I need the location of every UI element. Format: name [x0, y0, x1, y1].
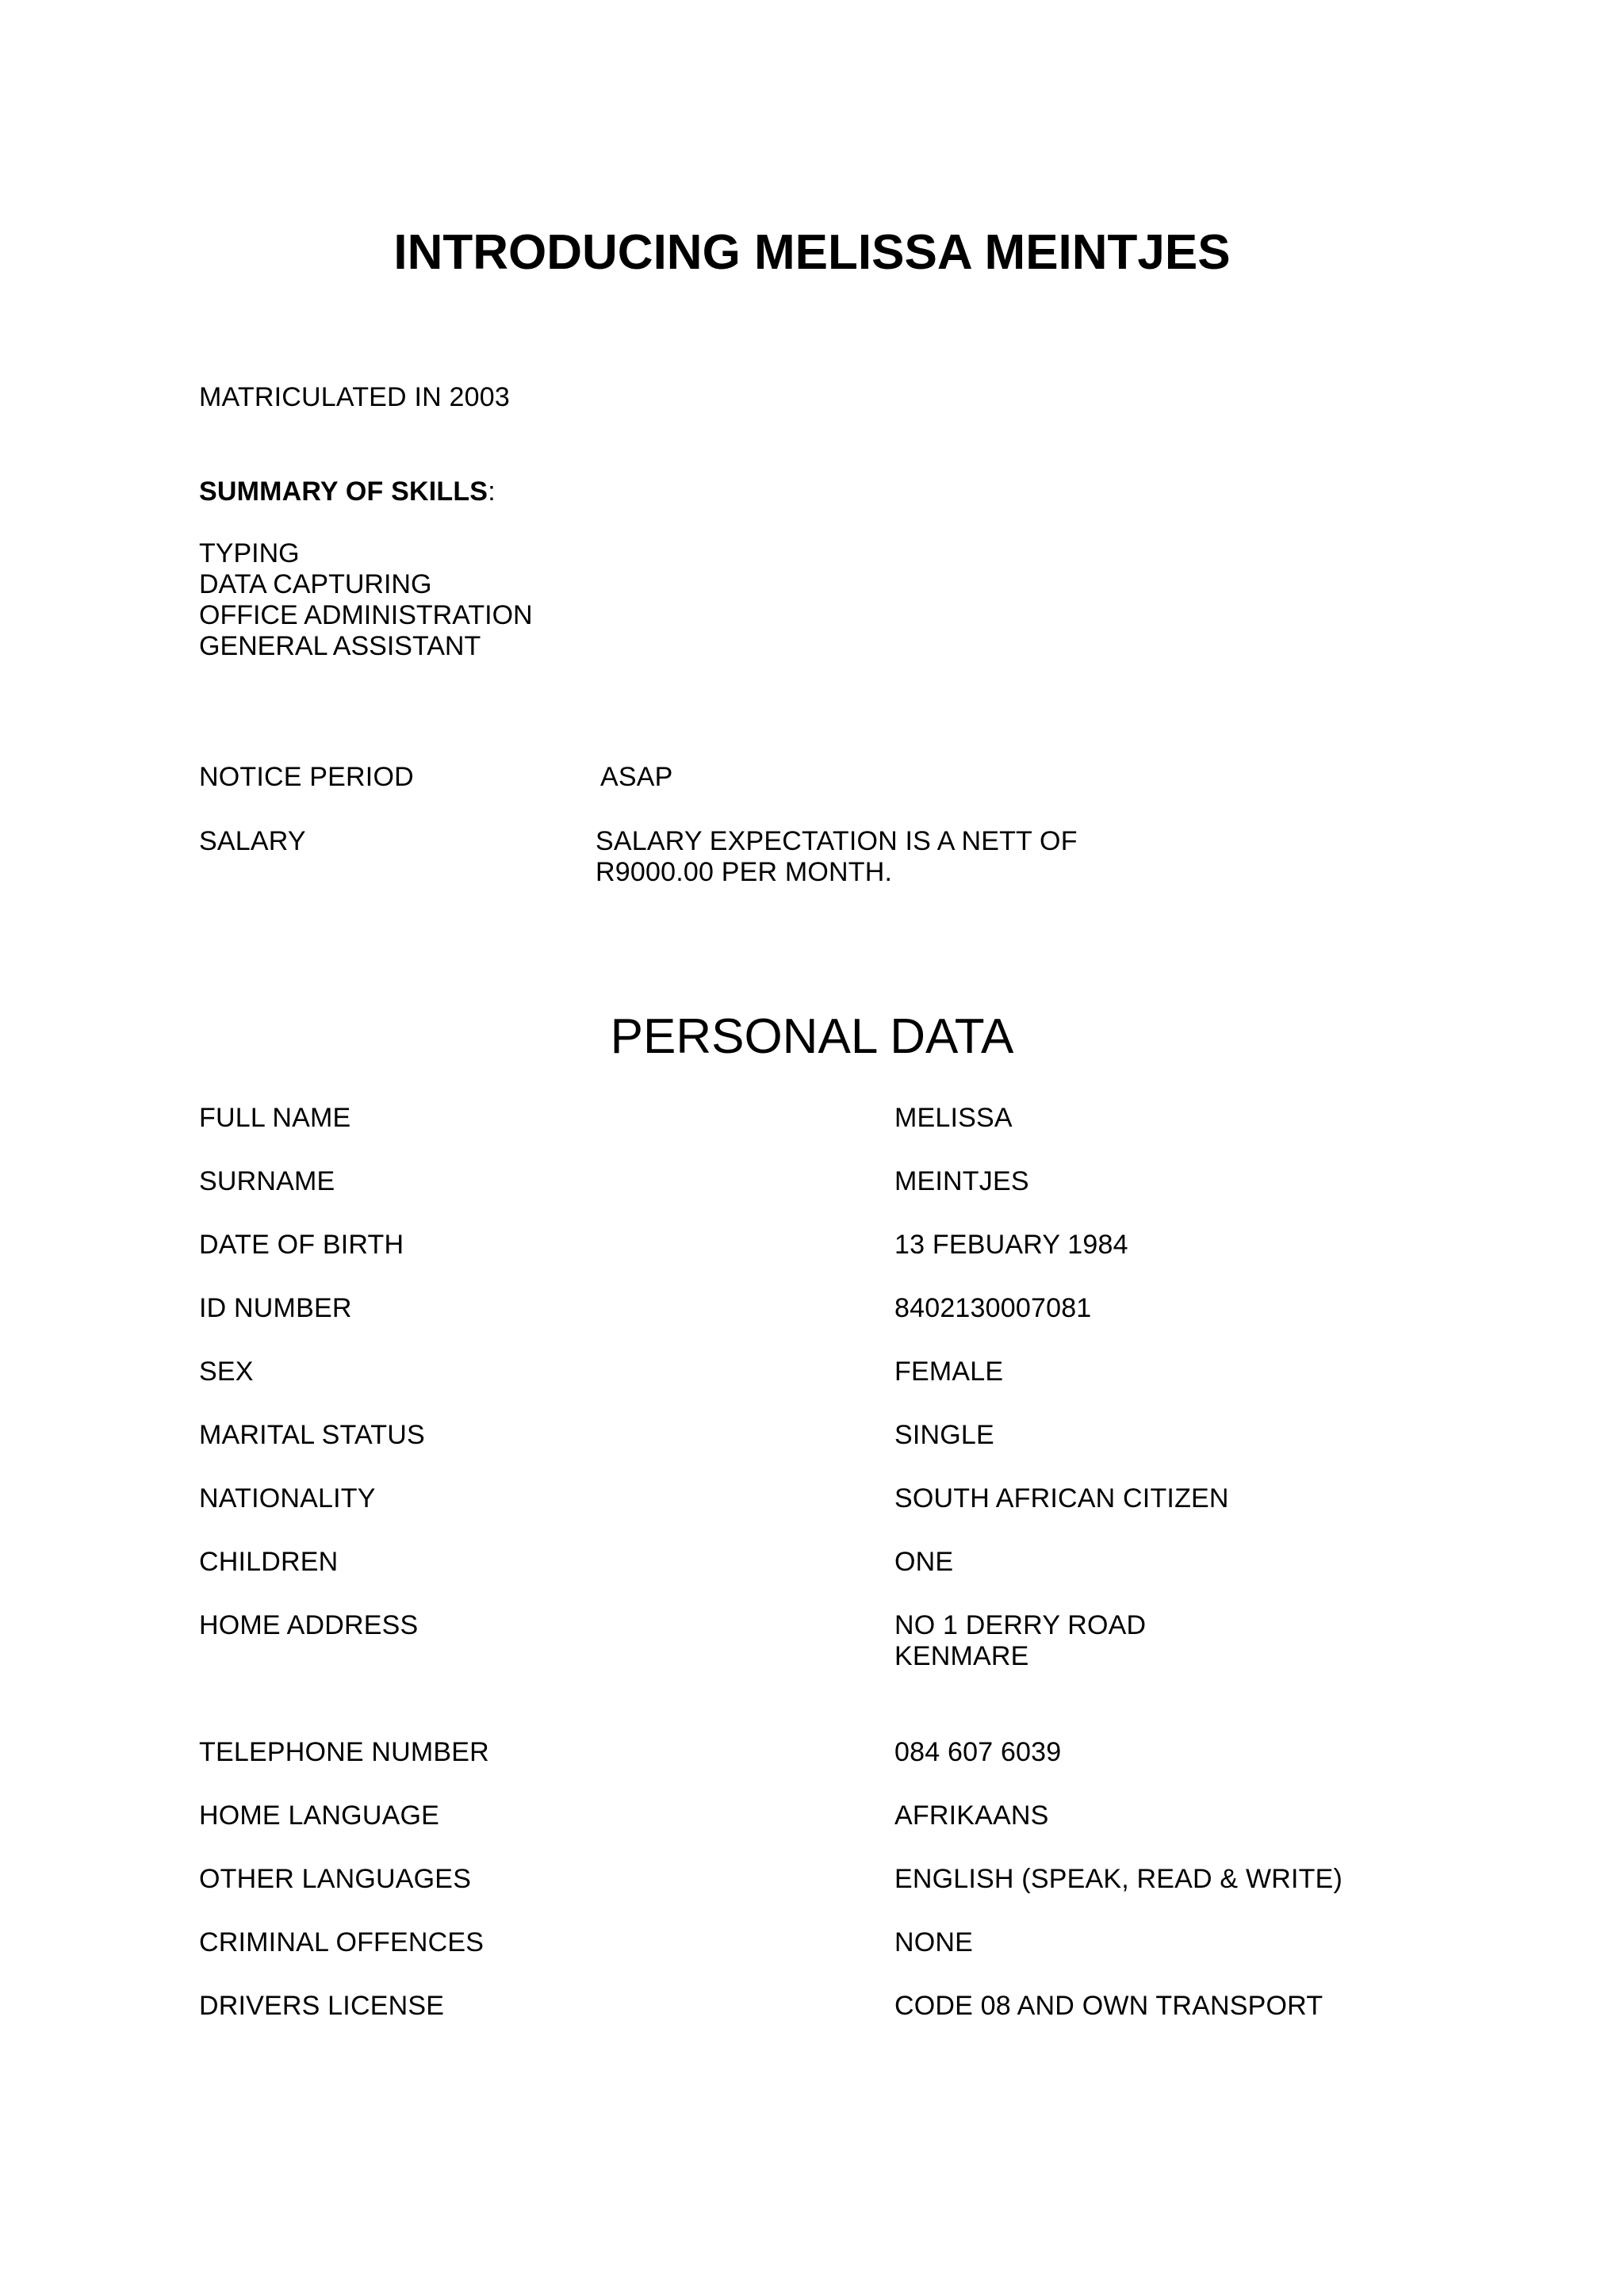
- row-label-telephone-number: TELEPHONE NUMBER: [199, 1737, 489, 1767]
- row-label-children: CHILDREN: [199, 1547, 339, 1577]
- row-value-full-name: MELISSA: [894, 1103, 1013, 1133]
- row-value-telephone-number: 084 607 6039: [894, 1737, 1062, 1767]
- skill-item: GENERAL ASSISTANT: [199, 631, 481, 661]
- row-label-nationality: NATIONALITY: [199, 1483, 376, 1513]
- row-value-criminal-offences: NONE: [894, 1927, 974, 1957]
- row-value-children: ONE: [894, 1547, 954, 1577]
- salary-value-line2: R9000.00 PER MONTH.: [596, 857, 893, 887]
- salary-label: SALARY: [199, 826, 306, 856]
- row-label-other-languages: OTHER LANGUAGES: [199, 1864, 472, 1894]
- skill-item: OFFICE ADMINISTRATION: [199, 600, 533, 630]
- row-label-date-of-birth: DATE OF BIRTH: [199, 1230, 404, 1260]
- row-label-drivers-license: DRIVERS LICENSE: [199, 1991, 445, 2021]
- notice-period-label: NOTICE PERIOD: [199, 762, 414, 792]
- row-label-full-name: FULL NAME: [199, 1103, 351, 1133]
- row-label-home-language: HOME LANGUAGE: [199, 1800, 439, 1831]
- skills-list: [199, 538, 533, 662]
- row-value-home-address-line2: KENMARE: [894, 1641, 1029, 1671]
- row-value-marital-status: SINGLE: [894, 1420, 994, 1450]
- row-value-surname: MEINTJES: [894, 1166, 1029, 1196]
- skill-item: TYPING: [199, 538, 300, 568]
- skills-heading: SUMMARY OF SKILLS: [199, 476, 488, 507]
- row-value-other-languages: ENGLISH (SPEAK, READ & WRITE): [894, 1864, 1343, 1894]
- row-label-home-address: HOME ADDRESS: [199, 1610, 419, 1640]
- row-value-drivers-license: CODE 08 AND OWN TRANSPORT: [894, 1991, 1323, 2021]
- notice-period-value: ASAP: [600, 762, 673, 792]
- row-value-home-address-line1: NO 1 DERRY ROAD: [894, 1610, 1147, 1640]
- row-value-nationality: SOUTH AFRICAN CITIZEN: [894, 1483, 1229, 1513]
- row-label-surname: SURNAME: [199, 1166, 335, 1196]
- row-label-id-number: ID NUMBER: [199, 1293, 352, 1323]
- row-value-date-of-birth: 13 FEBUARY 1984: [894, 1230, 1128, 1260]
- row-label-marital-status: MARITAL STATUS: [199, 1420, 425, 1450]
- personal-data-heading: PERSONAL DATA: [610, 1009, 1014, 1064]
- skill-item: DATA CAPTURING: [199, 569, 432, 599]
- row-value-id-number: 8402130007081: [894, 1293, 1092, 1323]
- skills-heading-line: [199, 476, 496, 507]
- salary-value-line1: SALARY EXPECTATION IS A NETT OF: [596, 826, 1078, 856]
- row-value-home-language: AFRIKAANS: [894, 1800, 1049, 1831]
- document-title: INTRODUCING MELISSA MEINTJES: [393, 225, 1231, 280]
- row-value-sex: FEMALE: [894, 1357, 1004, 1387]
- row-label-sex: SEX: [199, 1357, 254, 1387]
- matriculation-line: MATRICULATED IN 2003: [199, 382, 510, 412]
- row-label-criminal-offences: CRIMINAL OFFENCES: [199, 1927, 485, 1957]
- skills-heading-colon: :: [488, 476, 496, 507]
